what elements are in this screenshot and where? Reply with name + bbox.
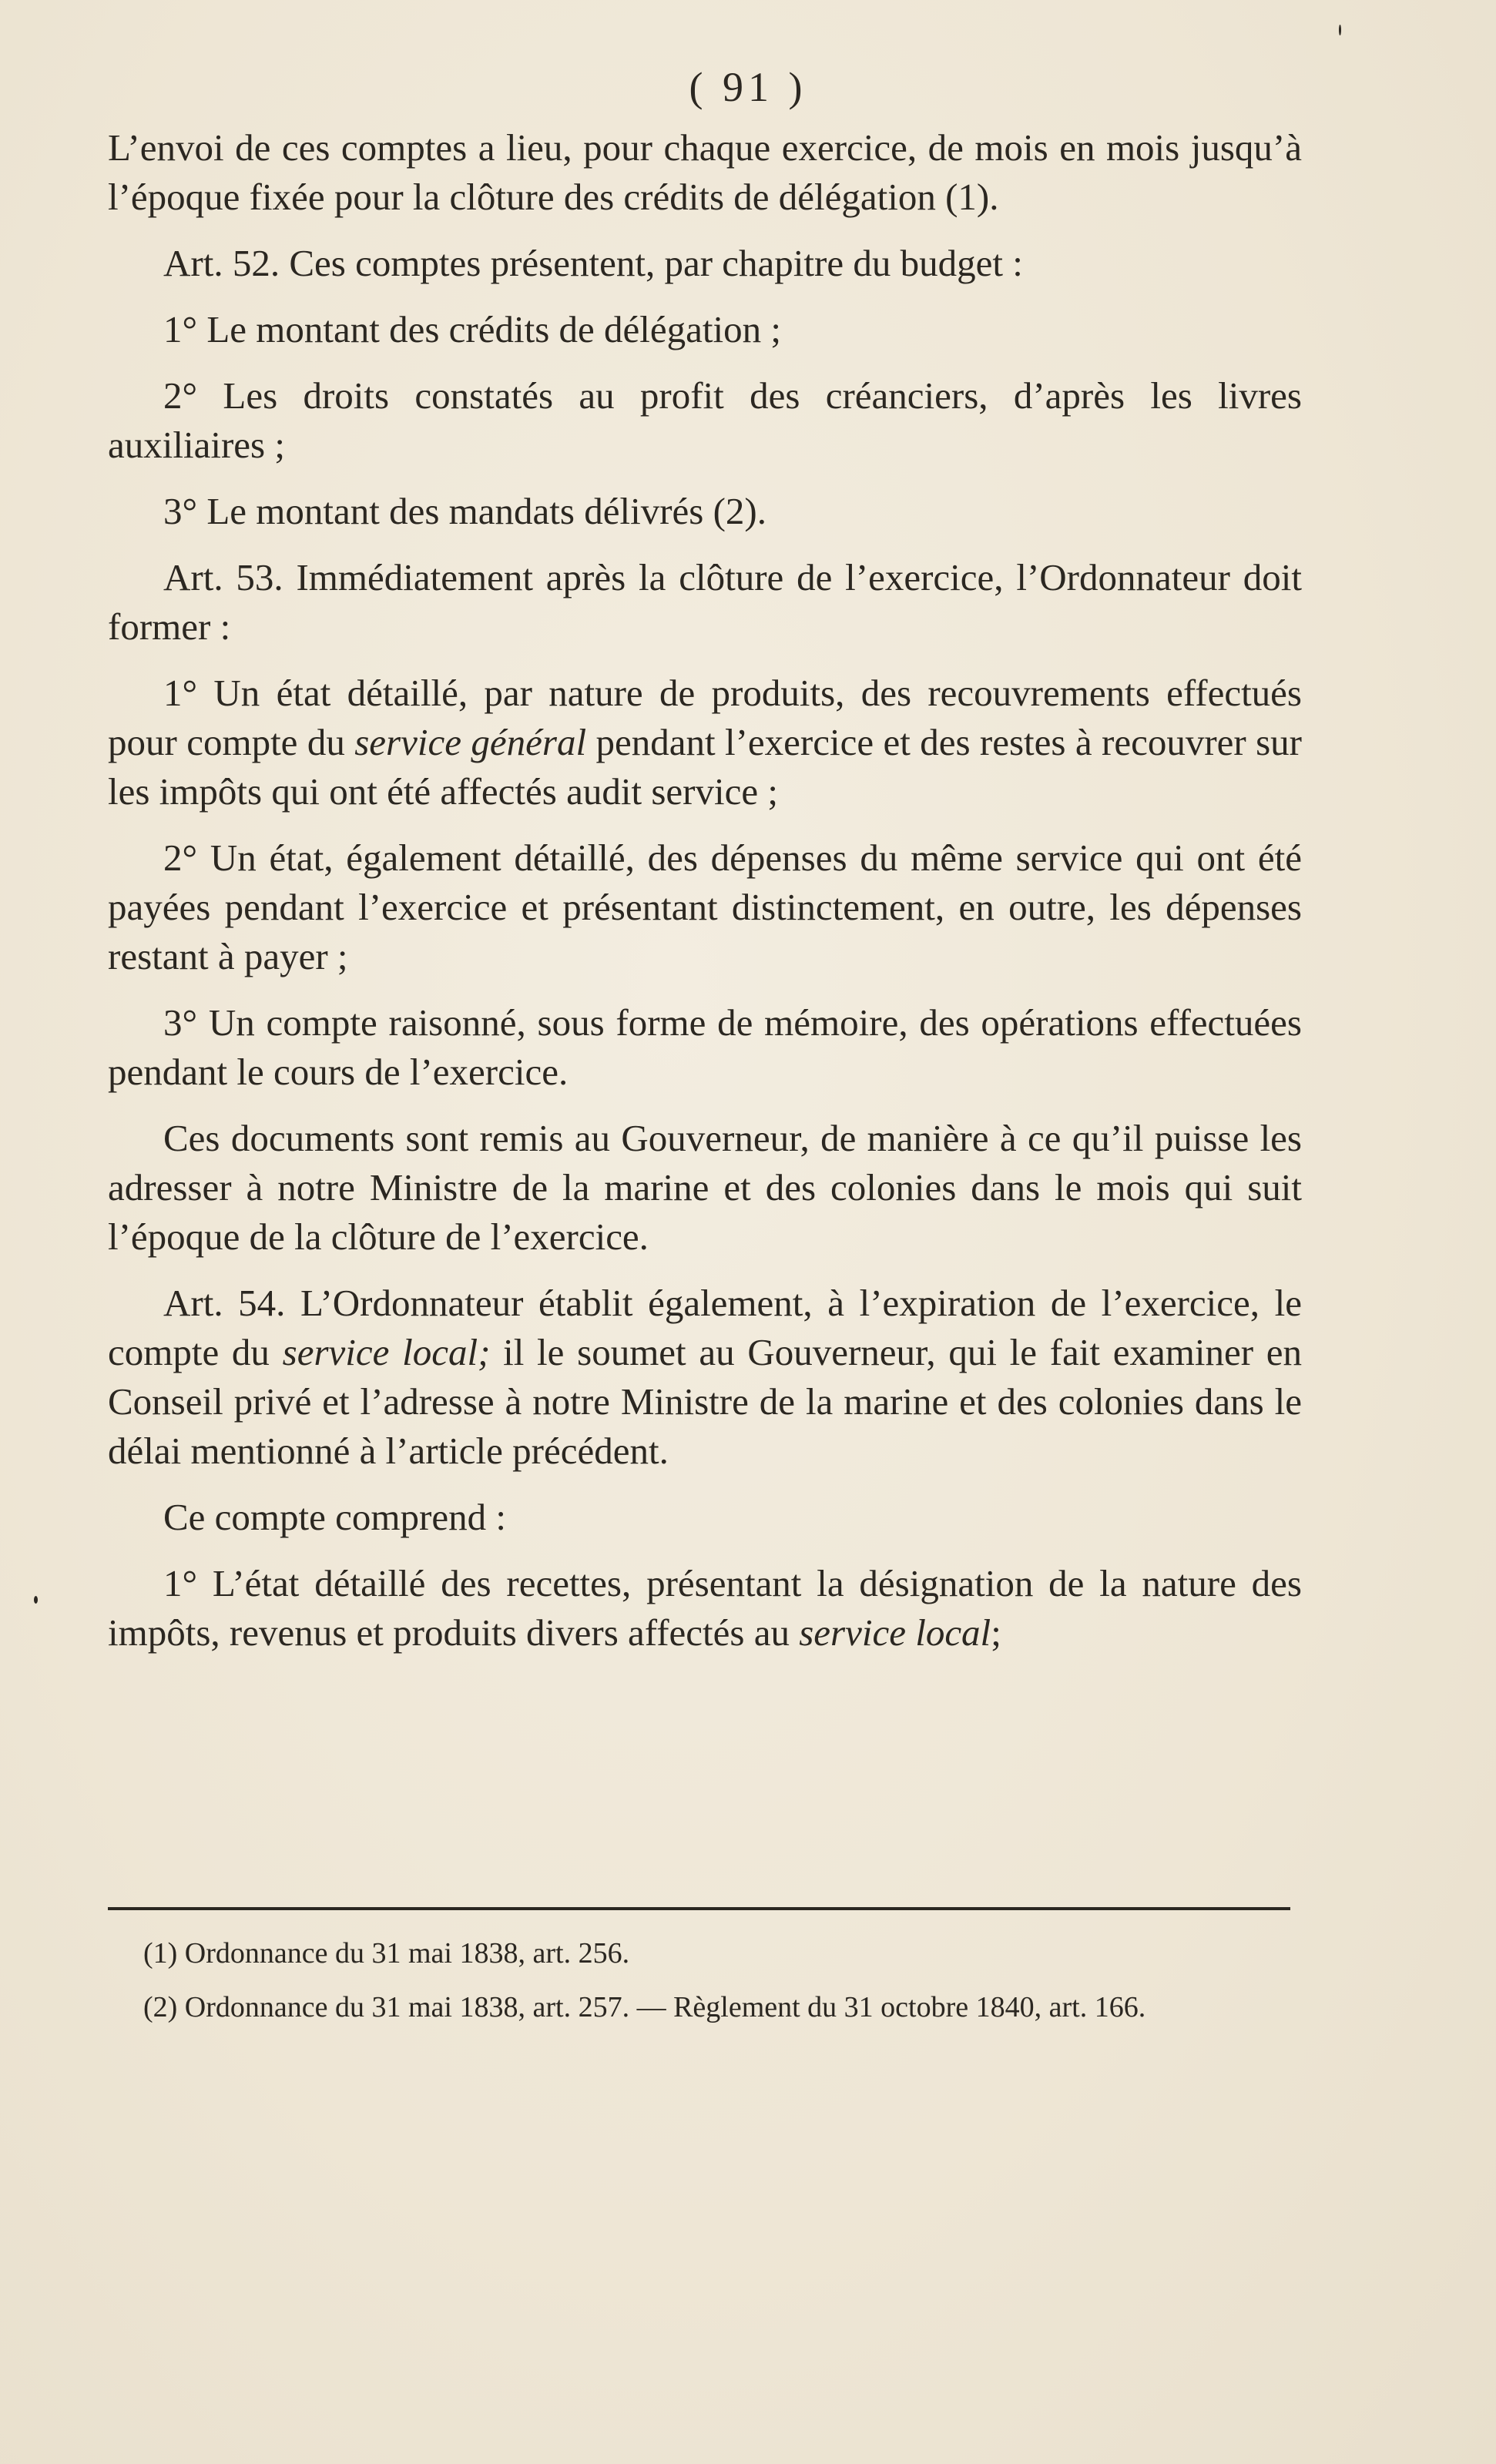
main-text — [108, 123, 1302, 1675]
page-number: ( 91 ) — [689, 64, 807, 110]
service-local-term: service local; — [282, 1331, 491, 1373]
service-general-term: service général — [354, 721, 587, 763]
compte-item-1 — [108, 1559, 1302, 1658]
compte-item-1-text-a: 1° L’état détaillé des recettes, présentant la désignation de la nature des impôts, revenus et produits divers affectés au — [108, 1562, 1302, 1654]
article-53-item-1 — [108, 669, 1302, 816]
paragraph-compte-comprend: Ce compte comprend : — [163, 1496, 506, 1538]
footnote-1: (1) Ordonnance du 31 mai 1838, art. 256. — [143, 1937, 630, 1970]
article-52-item-3: 3° Le montant des mandats délivrés (2). — [163, 490, 766, 532]
article-54 — [108, 1279, 1302, 1476]
article-52: Art. 52. Ces comptes présentent, par chapitre du budget : — [163, 242, 1023, 284]
article-53-item-2: 2° Un état, également détaillé, des dépenses du même service qui ont été payées pendant l’exercice et présentant distinctement, en outre, les dépenses restant à payer ; — [108, 836, 1302, 977]
footnote-rule — [108, 1907, 1290, 1910]
compte-item-1-text-b: ; — [991, 1611, 1001, 1654]
article-53: Art. 53. Immédiatement après la clôture de l’exercice, l’Ordonnateur doit former : — [108, 556, 1302, 648]
article-53-item-1-text-a: 1° Un état détaillé, par nature de produits, des recouvrements effectués pour compte du — [108, 672, 1302, 763]
footnote-2: (2) Ordonnance du 31 mai 1838, art. 257. — Règlement du 31 octobre 1840, art. 166. — [143, 1991, 1146, 2023]
service-local-term-2: service local — [799, 1611, 991, 1654]
ink-speck — [34, 1596, 38, 1604]
article-54-text-a: Art. 54. L’Ordonnateur établit également, à l’expiration de l’exercice, le compte du — [108, 1282, 1302, 1373]
paragraph-envoi: L’envoi de ces comptes a lieu, pour chaque exercice, de mois en mois jusqu’à l’époque fixée pour la clôture des crédits de délégation (1). — [108, 126, 1302, 218]
footnotes — [108, 1933, 1302, 2041]
article-53-item-3: 3° Un compte raisonné, sous forme de mémoire, des opérations effectuées pendant le cours de l’exercice. — [108, 1001, 1302, 1093]
article-54-text-b: il le soumet au Gouverneur, qui le fait examiner en Conseil privé et l’adresse à notre Ministre de la marine et des colonies dans le délai mentionné à l’article précédent. — [108, 1331, 1302, 1472]
ink-speck — [1339, 25, 1341, 35]
paragraph-documents: Ces documents sont remis au Gouverneur, de manière à ce qu’il puisse les adresser à notre Ministre de la marine et des colonies dans le mois qui suit l’époque de la clôture de l’exercice. — [108, 1117, 1302, 1258]
article-52-item-2: 2° Les droits constatés au profit des créanciers, d’après les livres auxiliaires ; — [108, 374, 1302, 466]
article-53-item-1-text-b: pendant l’exercice et des restes à recouvrer sur les impôts qui ont été affectés audit service ; — [108, 721, 1303, 813]
article-52-item-1: 1° Le montant des crédits de délégation ; — [163, 308, 781, 350]
